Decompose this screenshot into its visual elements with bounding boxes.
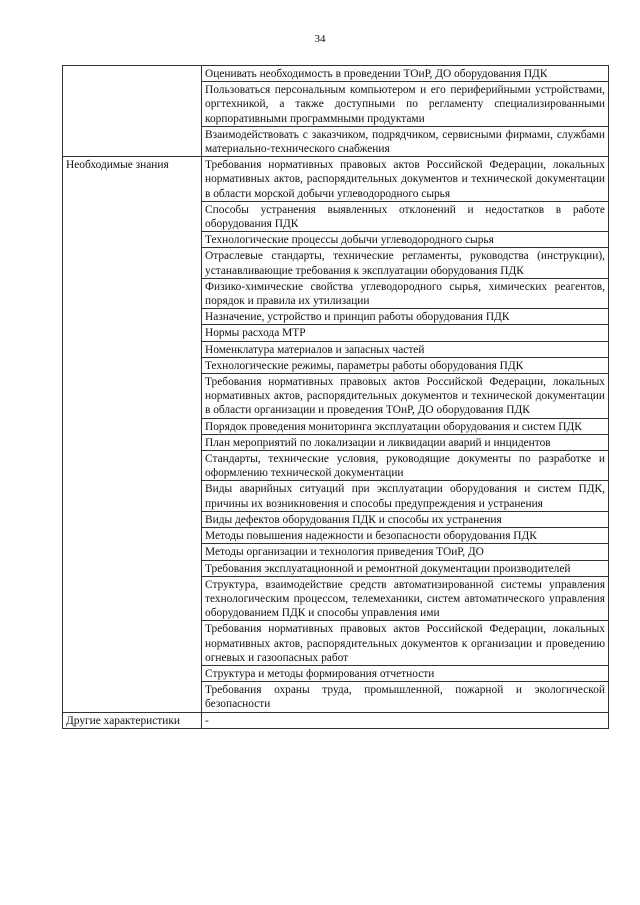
- requirement-cell: Требования нормативных правовых актов Российской Федерации, локальных нормативных актов, распорядительных документов и технической документации в области морской добычи углеводородного сырья: [202, 157, 609, 202]
- requirement-cell: Виды аварийных ситуаций при эксплуатации оборудования и систем ПДК, причины их возникновения и способы предупреждения и устранения: [202, 481, 609, 511]
- table-row: [63, 157, 609, 202]
- requirement-cell: Порядок проведения мониторинга эксплуатации оборудования и систем ПДК: [202, 418, 609, 434]
- row-group-label: Другие характеристики: [63, 712, 202, 728]
- requirement-cell: -: [202, 712, 609, 728]
- requirement-cell: Пользоваться персональным компьютером и его периферийными устройствами, оргтехникой, а также доступными по регламенту специализированными корпоративными программными продуктами: [202, 82, 609, 127]
- requirement-cell: Номенклатура материалов и запасных частей: [202, 341, 609, 357]
- requirement-cell: Структура и методы формирования отчетности: [202, 665, 609, 681]
- requirement-cell: Требования нормативных правовых актов Российской Федерации, локальных нормативных актов, распорядительных документов и технической документации в области организации и проведения ТОиР, ДО оборудования ПДК: [202, 374, 609, 419]
- requirement-cell: Нормы расхода МТР: [202, 325, 609, 341]
- requirement-cell: Назначение, устройство и принцип работы оборудования ПДК: [202, 309, 609, 325]
- requirement-cell: Требования охраны труда, промышленной, пожарной и экологической безопасности: [202, 682, 609, 712]
- competency-table: [62, 65, 609, 729]
- requirement-cell: Оценивать необходимость в проведении ТОиР, ДО оборудования ПДК: [202, 66, 609, 82]
- page-number: 34: [314, 33, 326, 45]
- requirement-cell: Физико-химические свойства углеводородного сырья, химических реагентов, порядок и правила их утилизации: [202, 278, 609, 308]
- table-row: [63, 66, 609, 82]
- requirement-cell: Способы устранения выявленных отклонений и недостатков в работе оборудования ПДК: [202, 201, 609, 231]
- requirement-cell: Технологические режимы, параметры работы оборудования ПДК: [202, 357, 609, 373]
- requirement-cell: Методы организации и технология приведения ТОиР, ДО: [202, 544, 609, 560]
- requirement-cell: Стандарты, технические условия, руководящие документы по разработке и оформлению технической документации: [202, 451, 609, 481]
- requirement-cell: Структура, взаимодействие средств автоматизированной системы управления технологическим процессом, телемеханики, систем автоматического управления оборудованием ПДК и способы управления ими: [202, 576, 609, 621]
- requirement-cell: Технологические процессы добычи углеводородного сырья: [202, 232, 609, 248]
- row-group-label: [63, 66, 202, 157]
- requirement-cell: Методы повышения надежности и безопасности оборудования ПДК: [202, 528, 609, 544]
- requirement-cell: Взаимодействовать с заказчиком, подрядчиком, сервисными фирмами, службами материально-технического снабжения: [202, 126, 609, 156]
- row-group-label: Необходимые знания: [63, 157, 202, 712]
- requirement-cell: Виды дефектов оборудования ПДК и способы их устранения: [202, 511, 609, 527]
- requirement-cell: План мероприятий по локализации и ликвидации аварий и инцидентов: [202, 434, 609, 450]
- requirement-cell: Отраслевые стандарты, технические регламенты, руководства (инструкции), устанавливающие требования к эксплуатации оборудования ПДК: [202, 248, 609, 278]
- requirement-cell: Требования эксплуатационной и ремонтной документации производителей: [202, 560, 609, 576]
- requirement-cell: Требования нормативных правовых актов Российской Федерации, локальных нормативных актов, распорядительных документов к организации и проведению огневых и газоопасных работ: [202, 621, 609, 666]
- table-row: [63, 712, 609, 728]
